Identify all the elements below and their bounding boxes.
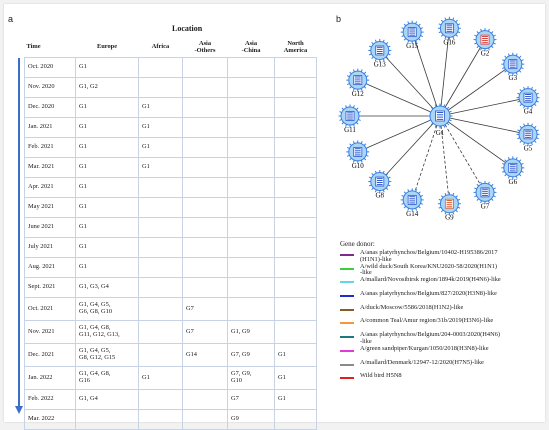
cell-north-america	[275, 78, 317, 98]
legend-item	[340, 277, 545, 291]
cell-asia-china: G7, G9, G10	[228, 367, 275, 390]
cell-europe: G1, G2	[76, 78, 139, 98]
cell-north-america	[275, 118, 317, 138]
node-label: G5	[523, 144, 533, 153]
node-label: G4	[523, 107, 533, 116]
cell-europe: G1	[76, 58, 139, 78]
legend-label: A/green sandpiper/Kurgan/1050/2018(H3N8)-like	[360, 344, 489, 352]
location-title: Location	[172, 24, 203, 33]
node-label: G1	[435, 129, 445, 137]
cell-asia-others	[183, 390, 228, 410]
table-row	[25, 278, 317, 298]
header-asia-china: Asia -China	[228, 38, 275, 58]
cell-asia-china	[228, 238, 275, 258]
cell-asia-others	[183, 178, 228, 198]
cell-asia-others	[183, 138, 228, 158]
genotype-network	[336, 14, 546, 239]
cell-time: Aug. 2021	[25, 258, 76, 278]
cell-europe: G1	[76, 258, 139, 278]
cell-asia-china	[228, 138, 275, 158]
cell-africa	[139, 344, 183, 367]
legend-label: A/wild duck/South Korea/KNU2020-58/2020(H1N1) -like	[360, 262, 498, 277]
header-time: Time	[25, 38, 76, 58]
genotype-node	[501, 156, 524, 186]
cell-asia-others	[183, 78, 228, 98]
cell-asia-others: G7	[183, 321, 228, 344]
cell-europe: G1	[76, 158, 139, 178]
genotype-node	[501, 53, 524, 83]
cell-asia-china	[228, 118, 275, 138]
cell-europe: G1	[76, 178, 139, 198]
node-label: G13	[373, 60, 386, 69]
cell-europe: G1	[76, 98, 139, 118]
table-row	[25, 390, 317, 410]
cell-time: Sept. 2021	[25, 278, 76, 298]
cell-europe: G1	[76, 198, 139, 218]
legend-swatch	[340, 377, 354, 379]
genotype-node	[339, 105, 362, 135]
cell-africa	[139, 218, 183, 238]
cell-asia-others	[183, 218, 228, 238]
cell-africa	[139, 198, 183, 218]
node-label: G11	[344, 126, 356, 134]
cell-europe: G1, G3, G4	[76, 278, 139, 298]
cell-asia-others	[183, 158, 228, 178]
network-link	[358, 116, 440, 152]
legend-label: A/anas platyrhynchos/Belgium/10402-H195386/2017 (H1N1)-like	[360, 249, 498, 263]
legend-swatch	[340, 268, 354, 270]
legend-item	[340, 291, 545, 305]
cell-europe: G1, G4	[76, 390, 139, 410]
genotype-table	[24, 38, 317, 430]
legend-item	[340, 360, 545, 374]
table-row	[25, 344, 317, 367]
cell-asia-china	[228, 58, 275, 78]
cell-africa	[139, 298, 183, 321]
legend-swatch	[340, 295, 354, 297]
cell-africa	[139, 258, 183, 278]
cell-europe: G1	[76, 138, 139, 158]
table-row	[25, 118, 317, 138]
legend-title: Gene donor:	[340, 240, 375, 248]
cell-north-america	[275, 258, 317, 278]
cell-time: Mar. 2022	[25, 410, 76, 430]
network-link	[358, 80, 440, 116]
cell-north-america: G1	[275, 390, 317, 410]
cell-asia-china: G7	[228, 390, 275, 410]
node-label: G15	[406, 42, 419, 51]
cell-africa	[139, 78, 183, 98]
cell-asia-china	[228, 218, 275, 238]
cell-asia-others	[183, 58, 228, 78]
network-link	[380, 50, 440, 116]
cell-time: Oct. 2020	[25, 58, 76, 78]
genotype-node	[368, 170, 391, 200]
cell-north-america	[275, 410, 317, 430]
cell-time: May 2021	[25, 198, 76, 218]
genotype-node	[438, 192, 461, 222]
header-north-america: North America	[275, 38, 317, 58]
cell-asia-china: G9	[228, 410, 275, 430]
cell-time: Jan. 2021	[25, 118, 76, 138]
genotype-node	[346, 140, 369, 170]
cell-africa	[139, 410, 183, 430]
legend-item	[340, 305, 545, 319]
legend-item	[340, 250, 545, 264]
table-row	[25, 158, 317, 178]
cell-europe: G1, G4, G8, G11, G12, G13,	[76, 321, 139, 344]
cell-africa	[139, 278, 183, 298]
cell-asia-others	[183, 367, 228, 390]
table-row	[25, 410, 317, 430]
cell-asia-others: G7	[183, 298, 228, 321]
cell-time: Mar. 2021	[25, 158, 76, 178]
legend-swatch	[340, 350, 354, 352]
cell-africa: G1	[139, 158, 183, 178]
table-row	[25, 258, 317, 278]
panel-b-label: b	[336, 14, 342, 24]
header-europe: Europe	[76, 38, 139, 58]
cell-asia-others	[183, 238, 228, 258]
header-asia-others: Asia -Others	[183, 38, 228, 58]
cell-europe: G1, G4, G8, G16	[76, 367, 139, 390]
cell-africa	[139, 390, 183, 410]
cell-asia-china	[228, 278, 275, 298]
cell-north-america	[275, 198, 317, 218]
legend-item	[340, 264, 545, 278]
legend-label: A/mallard/Denmark/12947-12/2020(H7N5)-like	[360, 358, 484, 366]
genotype-node	[517, 123, 540, 153]
cell-asia-china	[228, 98, 275, 118]
cell-asia-china: G1, G9	[228, 321, 275, 344]
cell-north-america	[275, 218, 317, 238]
genotype-node	[474, 181, 497, 211]
cell-africa: G1	[139, 138, 183, 158]
cell-europe: G1	[76, 218, 139, 238]
node-label: G6	[508, 177, 518, 186]
table-row	[25, 367, 317, 390]
cell-africa: G1	[139, 367, 183, 390]
table-row	[25, 178, 317, 198]
genotype-node	[346, 69, 369, 99]
table-row	[25, 98, 317, 118]
cell-time: Feb. 2021	[25, 138, 76, 158]
legend-swatch	[340, 254, 354, 256]
node-label: G14	[406, 209, 419, 218]
cell-africa	[139, 178, 183, 198]
cell-asia-others	[183, 198, 228, 218]
cell-time: Dec. 2021	[25, 344, 76, 367]
legend-item	[340, 332, 545, 346]
legend-item	[340, 318, 545, 332]
gene-donor-legend	[340, 250, 545, 387]
cell-time: Feb. 2022	[25, 390, 76, 410]
cell-north-america	[275, 178, 317, 198]
cell-africa	[139, 58, 183, 78]
cell-time: June 2021	[25, 218, 76, 238]
cell-asia-china	[228, 78, 275, 98]
genotype-node	[401, 21, 424, 50]
cell-africa: G1	[139, 98, 183, 118]
legend-label: A/mallard/Novosibirsk region/1894k/2019(H4N6)-like	[360, 276, 501, 284]
legend-label: A/anas platyrhynchos/Belgium/827/2020(H3N8)-like	[360, 290, 497, 298]
header-africa: Africa	[139, 38, 183, 58]
cell-europe: G1, G4, G5, G6, G8, G10	[76, 298, 139, 321]
cell-time: Apr. 2021	[25, 178, 76, 198]
cell-asia-china	[228, 198, 275, 218]
cell-asia-others	[183, 278, 228, 298]
cell-asia-china	[228, 158, 275, 178]
cell-time: Nov. 2021	[25, 321, 76, 344]
cell-asia-china: G7, G9	[228, 344, 275, 367]
legend-item	[340, 346, 545, 360]
cell-time: Oct. 2021	[25, 298, 76, 321]
cell-north-america	[275, 138, 317, 158]
cell-africa: G1	[139, 118, 183, 138]
table-row	[25, 218, 317, 238]
network-link	[380, 116, 440, 182]
legend-label: Wild bird H5N8	[360, 372, 402, 380]
cell-africa	[139, 238, 183, 258]
cell-north-america: G1	[275, 367, 317, 390]
table-row	[25, 78, 317, 98]
table-row	[25, 138, 317, 158]
time-axis-arrow	[18, 58, 20, 408]
legend-swatch	[340, 322, 354, 324]
legend-swatch	[340, 364, 354, 366]
node-label: G7	[480, 202, 490, 211]
node-label: G10	[351, 161, 364, 170]
cell-time: July 2021	[25, 238, 76, 258]
cell-africa	[139, 321, 183, 344]
cell-europe	[76, 410, 139, 430]
legend-label: A/duck/Moscow/5586/2018(H1N2)-like	[360, 303, 464, 311]
cell-asia-others	[183, 410, 228, 430]
node-label: G16	[443, 38, 456, 47]
table-row	[25, 58, 317, 78]
panel-a-label: a	[8, 14, 14, 24]
cell-time: Jan. 2022	[25, 367, 76, 390]
node-label: G3	[508, 74, 518, 83]
node-label: G8	[375, 191, 385, 200]
cell-asia-others: G14	[183, 344, 228, 367]
cell-north-america	[275, 158, 317, 178]
center-genotype-node	[428, 104, 453, 138]
cell-asia-china	[228, 298, 275, 321]
node-label: G9	[445, 213, 454, 222]
cell-time: Nov. 2020	[25, 78, 76, 98]
table-header-row	[25, 38, 317, 58]
table-row	[25, 321, 317, 344]
genotype-node	[517, 86, 540, 116]
legend-swatch	[340, 309, 354, 311]
cell-europe: G1	[76, 118, 139, 138]
cell-north-america	[275, 98, 317, 118]
cell-asia-others	[183, 258, 228, 278]
legend-item	[340, 373, 545, 387]
legend-swatch	[340, 281, 354, 283]
cell-north-america	[275, 58, 317, 78]
genotype-node	[401, 188, 424, 218]
genotype-node	[438, 17, 461, 47]
cell-time: Dec. 2020	[25, 98, 76, 118]
node-label: G12	[351, 90, 364, 99]
cell-north-america	[275, 278, 317, 298]
genotype-node	[368, 39, 391, 69]
cell-north-america	[275, 321, 317, 344]
table-row	[25, 198, 317, 218]
node-label: G2	[480, 49, 490, 58]
cell-north-america	[275, 238, 317, 258]
time-axis-arrowhead	[15, 406, 23, 414]
legend-swatch	[340, 336, 354, 338]
cell-north-america	[275, 298, 317, 321]
cell-asia-others	[183, 98, 228, 118]
table-row	[25, 238, 317, 258]
table-row	[25, 298, 317, 321]
cell-asia-china	[228, 258, 275, 278]
cell-asia-others	[183, 118, 228, 138]
legend-label: A/anas platyrhynchos/Belgium/204-0003/2020(H4N6) -like	[360, 331, 501, 345]
cell-asia-china	[228, 178, 275, 198]
legend-label: A/common Teal/Amur region/31b/2019(H3N6)-like	[360, 317, 494, 325]
cell-europe: G1	[76, 238, 139, 258]
cell-north-america: G1	[275, 344, 317, 367]
cell-europe: G1, G4, G5, G8, G12, G15	[76, 344, 139, 367]
